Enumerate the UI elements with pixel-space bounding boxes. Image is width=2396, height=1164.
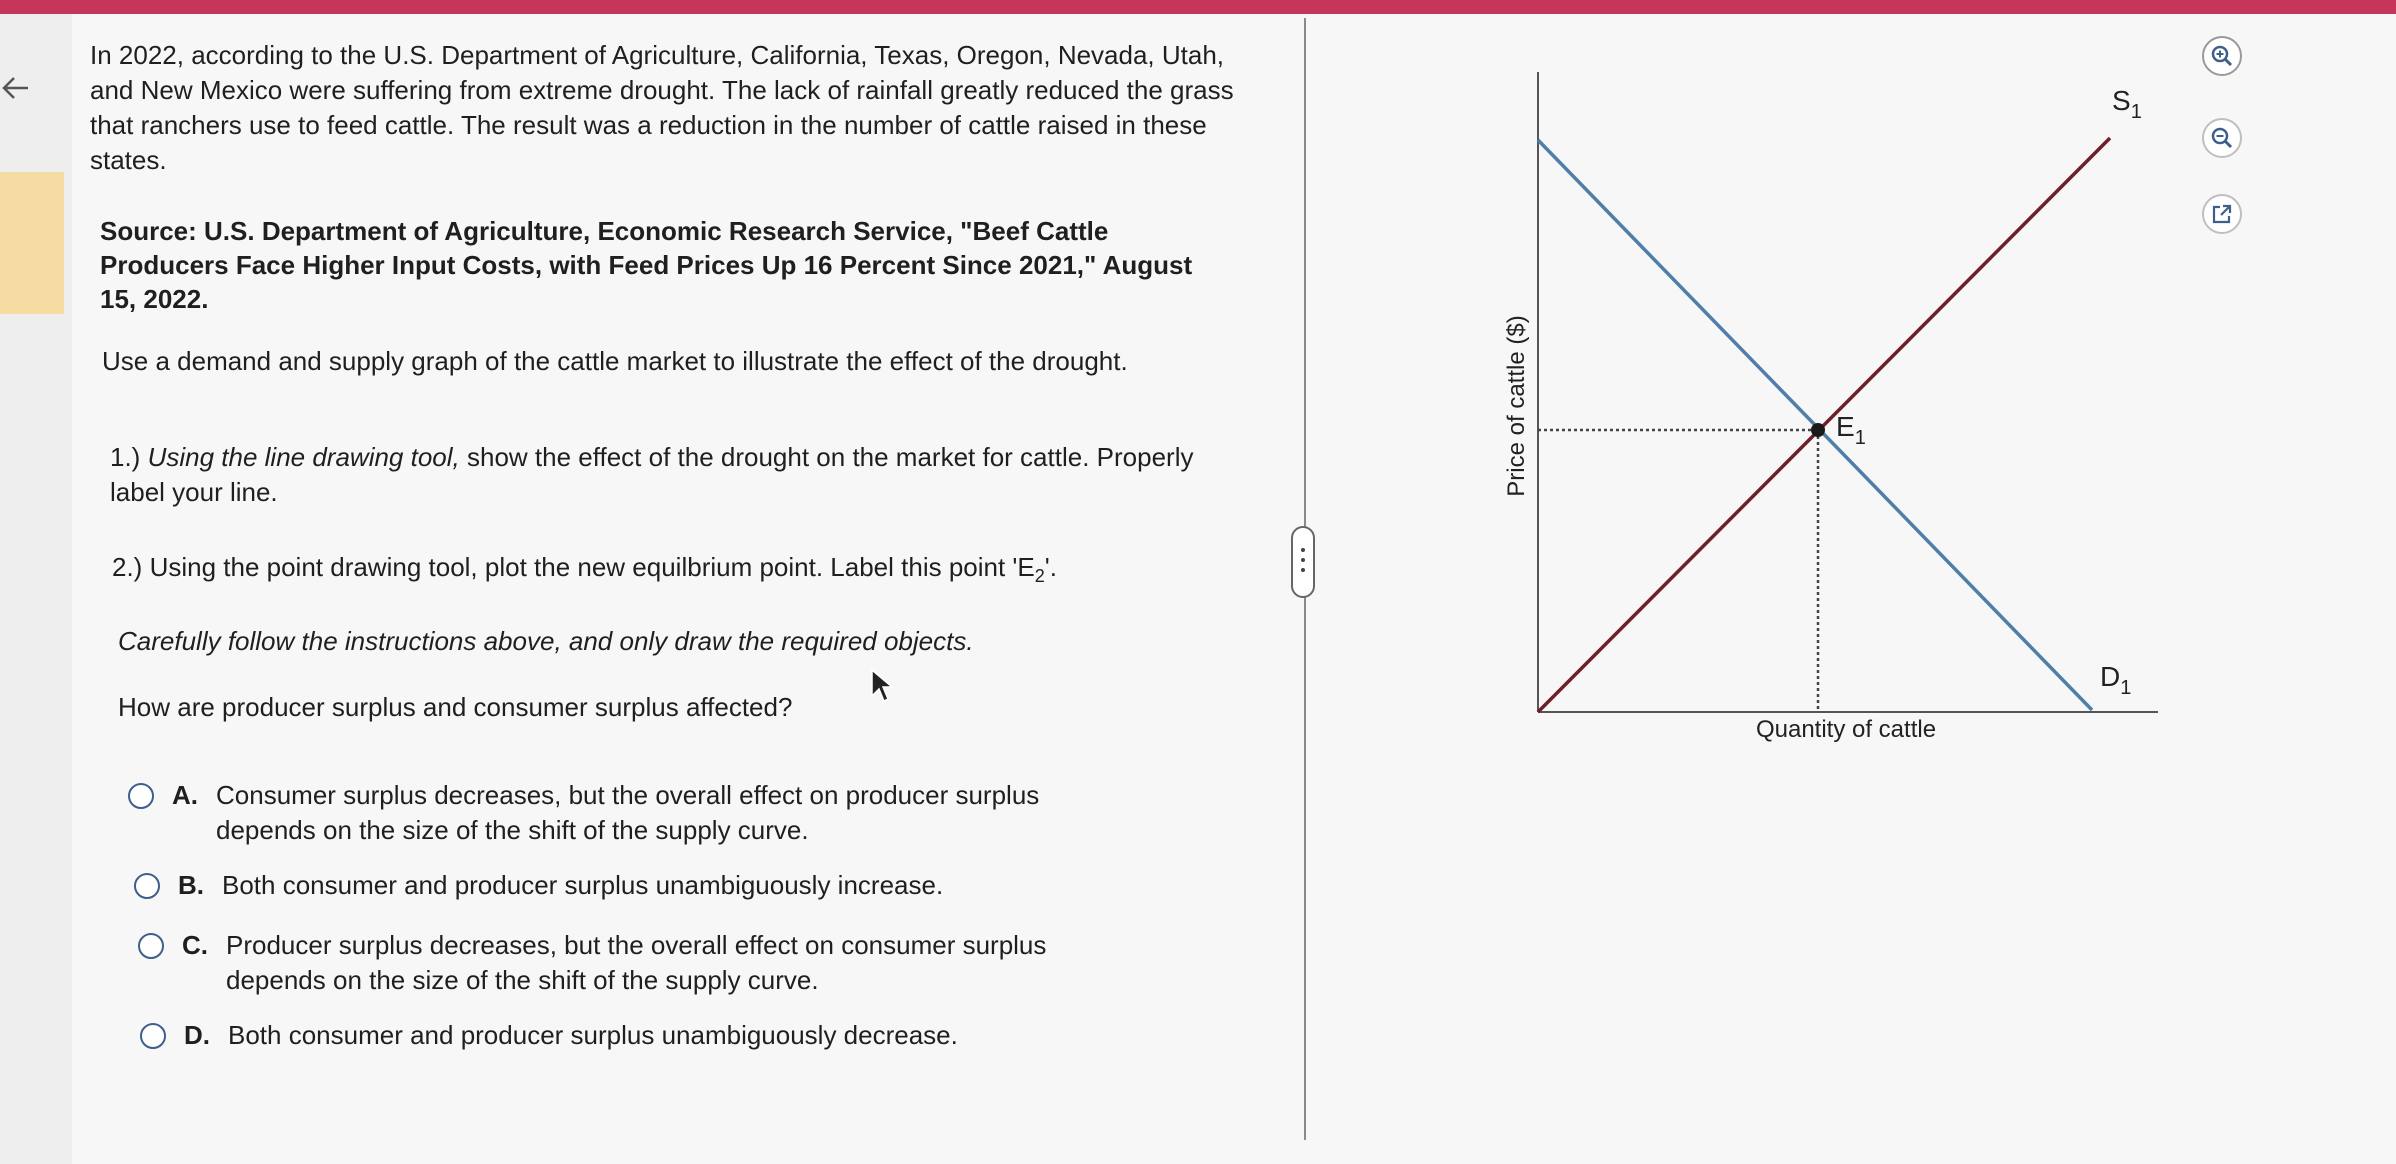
equilibrium-label-text: E — [1836, 411, 1855, 442]
step2-prefix: 2.) Using the point drawing tool, plot the new equilbrium point. Label this point 'E — [112, 552, 1035, 582]
option-letter: C. — [182, 930, 208, 960]
supply-label — [2112, 85, 2142, 123]
equilibrium-label — [1836, 411, 1866, 449]
answer-option-c[interactable] — [138, 928, 1146, 998]
option-letter: A. — [172, 780, 198, 810]
question-step-2 — [112, 550, 1232, 585]
pop-out-icon — [2210, 202, 2234, 226]
supply-label-text: S — [2112, 85, 2131, 116]
supply-curve-s1[interactable] — [1538, 138, 2110, 712]
radio-button-c[interactable] — [138, 933, 164, 959]
zoom-in-icon — [2210, 44, 2234, 68]
demand-label — [2100, 661, 2131, 699]
supply-label-sub: 1 — [2130, 101, 2142, 123]
mouse-cursor-icon — [870, 668, 894, 704]
option-text: Producer surplus decreases, but the overall effect on consumer surplus depends on the size of the shift of the supply curve. — [226, 930, 1047, 995]
option-text: Consumer surplus decreases, but the overall effect on producer surplus depends on the size of the shift of the supply curve. — [216, 780, 1040, 845]
drag-dots-icon — [1301, 548, 1305, 578]
y-axis-label: Price of cattle ($) — [1503, 315, 1530, 497]
supply-demand-graph[interactable] — [1490, 60, 2190, 760]
answer-option-d[interactable] — [140, 1018, 1148, 1053]
radio-button-d[interactable] — [140, 1023, 166, 1049]
answer-option-a[interactable] — [128, 778, 1136, 848]
back-arrow-icon[interactable] — [0, 70, 36, 106]
question-intro: In 2022, according to the U.S. Department of Agriculture, California, Texas, Oregon, Nevada, Utah, and New Mexico were suffering from extreme drought. The lack of rainfall greatly reduced the grass that ranchers use to feed cattle. The result was a reduction in the number of cattle raised in these states. — [90, 40, 1234, 175]
pane-resize-handle[interactable] — [1291, 526, 1315, 598]
x-axis-label: Quantity of cattle — [1755, 716, 1937, 743]
question-highlight-tab — [0, 172, 64, 314]
zoom-out-button[interactable] — [2202, 118, 2242, 158]
question-task: Use a demand and supply graph of the cattle market to illustrate the effect of the drought. — [102, 346, 1128, 376]
step2-subscript: 2 — [1034, 566, 1045, 587]
step2-suffix: '. — [1044, 552, 1057, 582]
option-letter: B. — [178, 870, 204, 900]
step1-rest: show the effect of the drought on the market for cattle. Properly label your line. — [110, 442, 1194, 507]
answer-option-b[interactable] — [134, 868, 1142, 903]
question-step-1 — [110, 440, 1230, 510]
top-brand-bar — [0, 0, 2396, 14]
demand-label-sub: 1 — [2120, 677, 2132, 699]
zoom-out-icon — [2210, 126, 2234, 150]
demand-label-text: D — [2100, 661, 2121, 692]
radio-button-b[interactable] — [134, 873, 160, 899]
option-text: Both consumer and producer surplus unambiguously increase. — [222, 870, 944, 900]
step1-prefix: 1.) — [110, 442, 148, 472]
pop-out-button[interactable] — [2202, 194, 2242, 234]
option-text: Both consumer and producer surplus unambiguously decrease. — [228, 1020, 958, 1050]
question-prompt: How are producer surplus and consumer surplus affected? — [118, 692, 793, 722]
zoom-in-button[interactable] — [2202, 36, 2242, 76]
step1-italic: Using the line drawing tool, — [147, 442, 460, 472]
radio-button-a[interactable] — [128, 783, 154, 809]
equilibrium-label-sub: 1 — [1854, 427, 1866, 449]
option-letter: D. — [184, 1020, 210, 1050]
equilibrium-point-e1[interactable] — [1811, 423, 1825, 437]
question-source: Source: U.S. Department of Agriculture, Economic Research Service, "Beef Cattle Producers Face Higher Input Costs, with Feed Prices Up 16 Percent Since 2021," August 15, 2022. — [100, 216, 1193, 314]
question-instructions-note: Carefully follow the instructions above, and only draw the required objects. — [118, 626, 974, 656]
